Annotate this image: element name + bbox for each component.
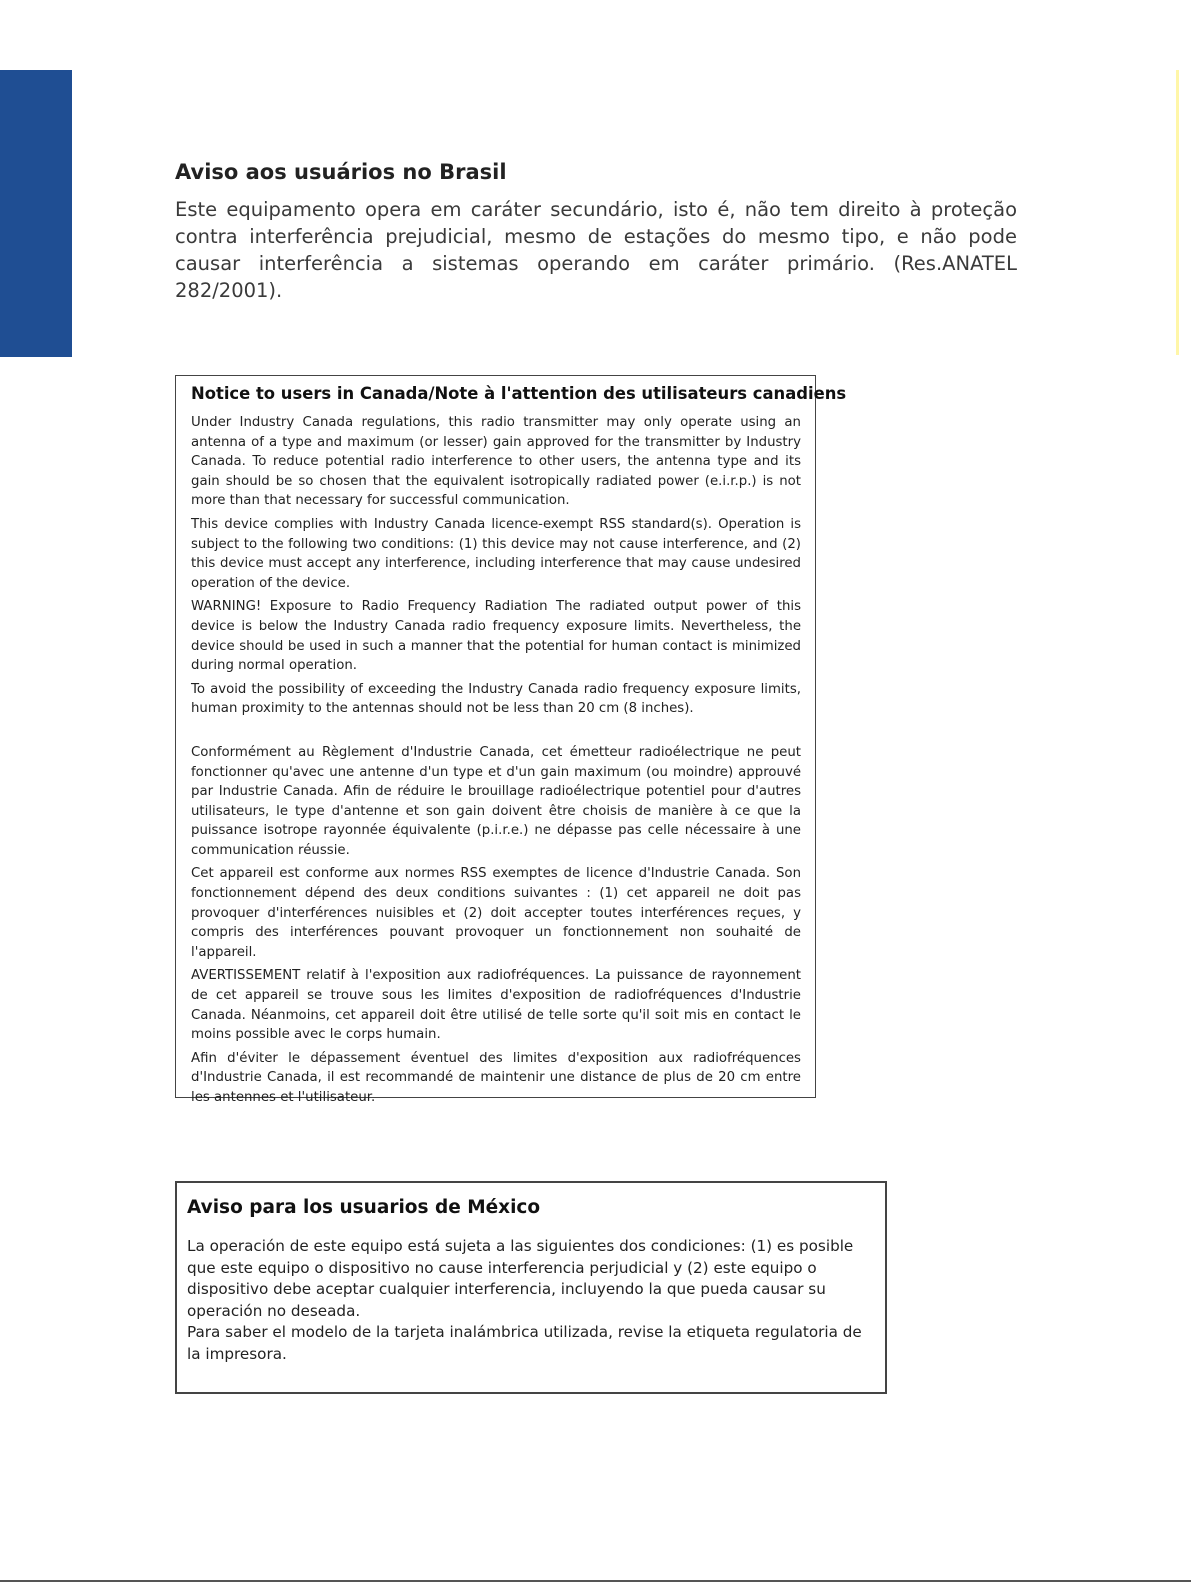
canada-paragraph-en-2: This device complies with Industry Canada licence-exempt RSS standard(s). Operation is subject to the following two conditions: (1) this device may not cause interference, and (2) this device must accept any interference, including interference that may cause undesired operation of the device.: [191, 516, 801, 591]
page-bottom-rule: [0, 1580, 1191, 1582]
canada-paragraph-en-4: To avoid the possibility of exceeding the Industry Canada radio frequency exposure limits, human proximity to the antennas should not be less than 20 cm (8 inches).: [191, 681, 801, 717]
mexico-notice-title: Aviso para los usuarios de México: [187, 1197, 541, 1218]
canada-paragraph-en-1: Under Industry Canada regulations, this radio transmitter may only operate using an antenna of a type and maximum (or lesser) gain approved for the transmitter by Industry Canada. To reduce potential radio interference to other users, the antenna type and its gain should be so chosen that the equivalent isotropically radiated power (e.i.r.p.) is not more than that necessary for successful communication.: [191, 415, 801, 509]
canada-paragraph-fr-3: AVERTISSEMENT relatif à l'exposition aux radiofréquences. La puissance de rayonnement de cet appareil se trouve sous les limites d'exposition de radiofréquences d'Industrie Canada. Néanmoins, cet appareil doit être utilisé de telle sorte qu'il soit mis en contact le moins possible avec le corps humain.: [191, 968, 801, 1043]
mexico-paragraph-1: La operación de este equipo está sujeta a las siguientes dos condiciones: (1) es posible que este equipo o dispositivo no cause interferencia perjudicial y (2) este equipo o dispositivo debe aceptar cualquier interferencia, incluyendo la que pueda causar su operación no deseada.: [187, 1237, 854, 1320]
canada-notice-box: [175, 375, 847, 1105]
canada-paragraph-en-3: WARNING! Exposure to Radio Frequency Radiation The radiated output power of this device is below the Industry Canada radio frequency exposure limits. Nevertheless, the device should be used in such a manner that the potential for human contact is minimized during normal operation.: [191, 599, 801, 674]
canada-paragraph-fr-4: Afin d'éviter le dépassement éventuel des limites d'exposition aux radiofréquences d'Industrie Canada, il est recommandé de maintenir une distance de plus de 20 cm entre les antennes et l'utilisateur.: [191, 1050, 801, 1105]
mexico-paragraph-2: Para saber el modelo de la tarjeta inalámbrica utilizada, revise la etiqueta regulatoria de la impresora.: [187, 1323, 862, 1363]
canada-notice-title: Notice to users in Canada/Note à l'attention des utilisateurs canadiens: [191, 384, 847, 403]
brazil-notice-title: Aviso aos usuários no Brasil: [175, 160, 507, 184]
canada-paragraph-fr-1: Conformément au Règlement d'Industrie Canada, cet émetteur radioélectrique ne peut fonctionner qu'avec une antenne d'un type et d'un gain maximum (ou moindre) approuvé par Industrie Canada. Afin de réduire le brouillage radioélectrique potentiel pour d'autres utilisateurs, le type d'antenne et son gain doivent être choisis de manière à ce que la puissance isotrope rayonnée équivalente (p.i.r.e.) ne dépasse pas celle nécessaire à une communication réussie.: [191, 744, 801, 858]
edge-highlight-mark: [1176, 70, 1179, 355]
canada-paragraph-fr-2: Cet appareil est conforme aux normes RSS exemptes de licence d'Industrie Canada. Son fonctionnement dépend des deux conditions suivantes : (1) cet appareil ne doit pas provoquer d'interférences nuisibles et (2) doit accepter toutes interférences reçues, y compris des interférences pouvant provoquer un fonctionnement non souhaité de l'appareil.: [191, 866, 801, 960]
brazil-notice-body: Este equipamento opera em caráter secundário, isto é, não tem direito à proteção contra interferência prejudicial, mesmo de estações do mesmo tipo, e não pode causar interferência a sistemas operando em caráter primário. (Res.ANATEL 282/2001).: [175, 198, 1017, 302]
chapter-side-tab: [0, 70, 72, 357]
brazil-notice: [175, 160, 1017, 304]
mexico-notice-box: [175, 1181, 887, 1394]
